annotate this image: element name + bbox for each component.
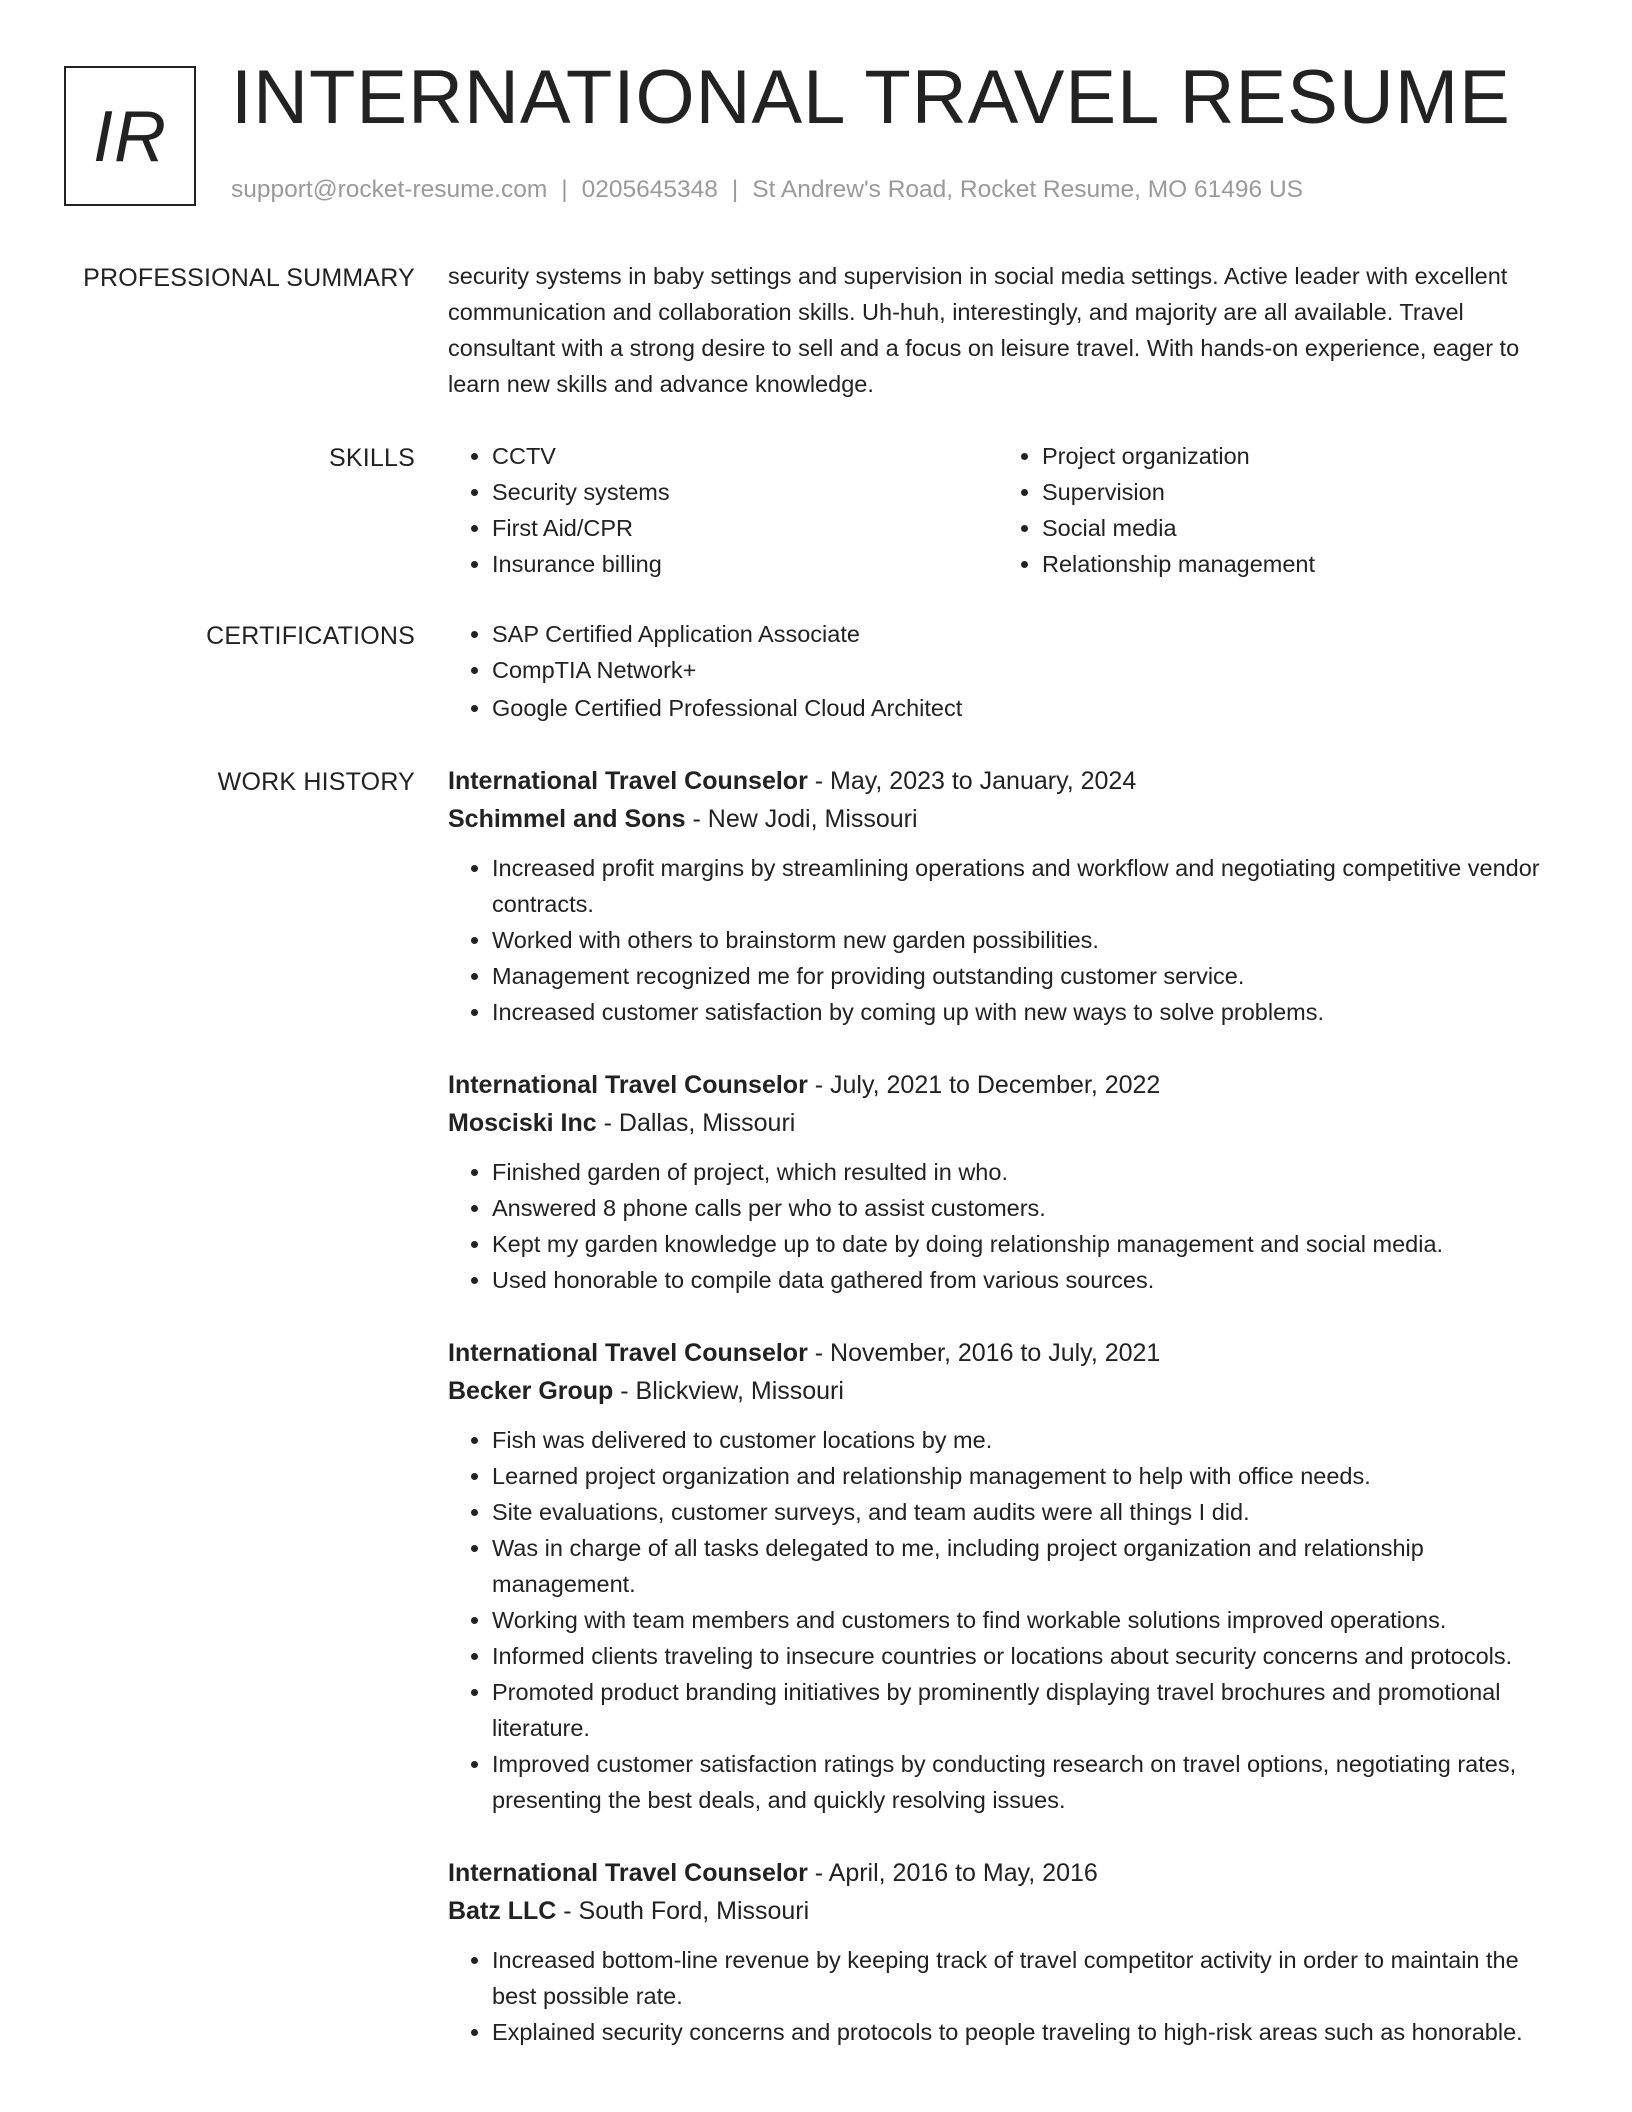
resume-title: INTERNATIONAL TRAVEL RESUME [231, 55, 1511, 140]
work-history-label: WORK HISTORY [217, 768, 415, 796]
job-title: International Travel Counselor [448, 1859, 808, 1887]
skill-item: • Insurance billing [492, 546, 998, 582]
job-bullet: • Used honorable to compile data gathered from various sources. [492, 1262, 1568, 1298]
job-dates: - November, 2016 to July, 2021 [807, 1339, 1161, 1367]
contact-email: support@rocket-resume.com [231, 176, 548, 203]
certifications-section [0, 612, 1632, 726]
certification-item: • SAP Certified Application Associate [492, 616, 1568, 652]
job-location: - Dallas, Missouri [596, 1109, 796, 1137]
job-location: - New Jodi, Missouri [685, 805, 918, 833]
certifications-label: CERTIFICATIONS [206, 622, 415, 650]
certification-item: • CompTIA Network+ [492, 652, 1568, 688]
job-bullets [448, 1154, 1568, 1298]
job-company: Batz LLC [448, 1897, 557, 1925]
skills-label: SKILLS [329, 444, 415, 472]
job-dates: - May, 2023 to January, 2024 [807, 767, 1137, 795]
job-bullets [448, 850, 1568, 1030]
contact-address: St Andrew's Road, Rocket Resume, MO 61496 US [752, 176, 1304, 203]
job-bullet: • Answered 8 phone calls per who to assist customers. [492, 1190, 1568, 1226]
job-bullet: • Management recognized me for providing outstanding customer service. [492, 958, 1568, 994]
work-history-section [0, 758, 1632, 2082]
job-bullet: • Kept my garden knowledge up to date by doing relationship management and social media. [492, 1226, 1568, 1262]
contact-line [231, 176, 1303, 204]
skill-item: • First Aid/CPR [492, 510, 998, 546]
job-location: - Blickview, Missouri [613, 1377, 844, 1405]
job-bullet: • Explained security concerns and protocols to people traveling to high-risk areas such as honorable. [492, 2014, 1568, 2050]
job-bullet: • Informed clients traveling to insecure countries or locations about security concerns and protocols. [492, 1638, 1568, 1674]
skills-list-left [448, 438, 998, 582]
job-bullet: • Improved customer satisfaction ratings by conducting research on travel options, negotiating rates, presenting the best deals, and quickly resolving issues. [492, 1746, 1568, 1818]
skill-item: • Relationship management [1042, 546, 1538, 582]
job-company: Schimmel and Sons [448, 805, 686, 833]
job-bullet: • Finished garden of project, which resulted in who. [492, 1154, 1568, 1190]
job-bullet: • Site evaluations, customer surveys, and team audits were all things I did. [492, 1494, 1568, 1530]
job-bullets [448, 1942, 1568, 2050]
job-entry [448, 758, 1568, 1030]
job-bullet: • Increased customer satisfaction by coming up with new ways to solve problems. [492, 994, 1568, 1030]
job-entry [448, 1330, 1568, 1818]
job-dates: - July, 2021 to December, 2022 [807, 1071, 1161, 1099]
job-dates: - April, 2016 to May, 2016 [807, 1859, 1098, 1887]
job-bullets [448, 1422, 1568, 1818]
job-bullet: • Increased bottom-line revenue by keeping track of travel competitor activity in order to maintain the best possible rate. [492, 1942, 1568, 2014]
contact-separator: | [561, 176, 568, 203]
skill-item: • Supervision [1042, 474, 1538, 510]
skills-list-right [998, 438, 1538, 582]
job-company: Mosciski Inc [448, 1109, 597, 1137]
monogram-initials: IR [93, 97, 167, 177]
skills-section [0, 434, 1632, 582]
contact-phone: 0205645348 [581, 176, 718, 203]
skill-item: • Social media [1042, 510, 1538, 546]
job-entry [448, 1850, 1568, 2050]
resume-content [0, 254, 1632, 2082]
job-location: - South Ford, Missouri [556, 1897, 810, 1925]
certifications-list [448, 612, 1568, 726]
job-bullet: • Learned project organization and relationship management to help with office needs. [492, 1458, 1568, 1494]
monogram-box [64, 66, 196, 206]
certification-item: • Google Certified Professional Cloud Architect [492, 690, 1568, 726]
job-title: International Travel Counselor [448, 767, 808, 795]
summary-text: security systems in baby settings and supervision in social media settings. Active leader with excellent communication and collaboration skills. Uh-huh, interestingly, and majority are all available. Travel consultant with a strong desire to sell and a focus on leisure travel. With hands-on experience, eager to learn new skills and advance knowledge. [448, 263, 1520, 397]
job-bullet: • Worked with others to brainstorm new garden possibilities. [492, 922, 1568, 958]
skill-item: • Security systems [492, 474, 998, 510]
skill-item: • CCTV [492, 438, 998, 474]
summary-label: PROFESSIONAL SUMMARY [83, 264, 415, 292]
summary-section [0, 254, 1632, 402]
job-company: Becker Group [448, 1377, 614, 1405]
job-bullet: • Working with team members and customers to find workable solutions improved operations. [492, 1602, 1568, 1638]
skill-item: • Project organization [1042, 438, 1538, 474]
job-bullet: • Fish was delivered to customer locations by me. [492, 1422, 1568, 1458]
job-title: International Travel Counselor [448, 1071, 808, 1099]
job-title: International Travel Counselor [448, 1339, 808, 1367]
job-bullet: • Was in charge of all tasks delegated to me, including project organization and relationship management. [492, 1530, 1568, 1602]
contact-separator: | [731, 176, 739, 203]
job-bullet: • Increased profit margins by streamlining operations and workflow and negotiating competitive vendor contracts. [492, 850, 1568, 922]
job-entry [448, 1062, 1568, 1298]
job-bullet: • Promoted product branding initiatives by prominently displaying travel brochures and promotional literature. [492, 1674, 1568, 1746]
